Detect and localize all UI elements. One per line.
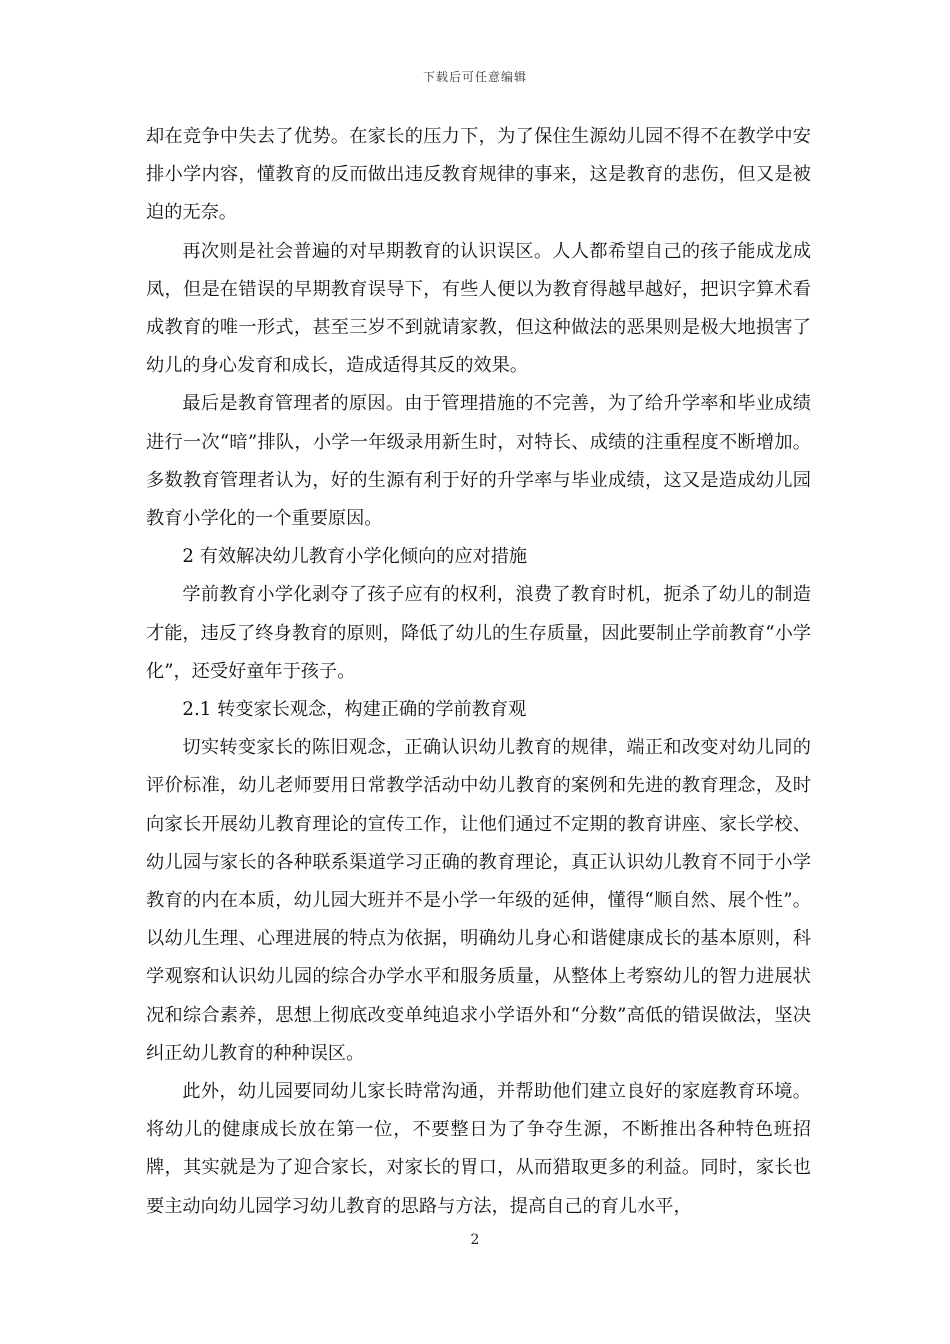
page-number: 2 xyxy=(470,1232,480,1248)
section-heading: 2 有效解决幼儿教育小学化倾向的应对措施 xyxy=(182,546,528,568)
paragraph: 此外，幼儿园要同幼儿家长時常沟通，并帮助他们建立良好的家庭教育环境。将幼儿的健康成长放在第一位，不要整日为了争夺生源，不断推出各种特色班招牌，其实就是为了迎合家长，对家长的胃口，从而猎取更多的利益。同时，家长也要主动向幼儿园学习幼儿教育的思路与方法，提高自己的育儿水平， xyxy=(146,1081,811,1217)
page-header: 下载后可任意编辑 xyxy=(422,70,527,84)
paragraph: 切实转变家长的陈旧观念，正确认识幼儿教育的规律，端正和改变对幼儿同的评价标准，幼儿老师要用日常教学活动中幼儿教育的案例和先进的教育理念，及时向家长开展幼儿教育理论的宣传工作，让他们通过不定期的教育讲座、家长学校、幼儿园与家长的各种联系渠道学习正确的教育理论，真正认识幼儿教育不同于小学教育的内在本质，幼儿园大班并不是小学一年级的延伸，懂得“顺自然、展个性”。以幼儿生理、心理进展的特点为依据，明确幼儿身心和谐健康成长的基本原则，科学观察和认识幼儿园的综合办学水平和服务质量，从整体上考察幼儿的智力进展状况和综合素养，思想上彻底改变单纯追求小学语外和“分数”高低的错误做法，坚决纠正幼儿教育的种种误区。 xyxy=(146,737,811,1064)
subsection-heading: 2.1 转变家长观念，构建正确的学前教育观 xyxy=(182,699,527,721)
paragraph: 再次则是社会普遍的对早期教育的认识误区。人人都希望自己的孩子能成龙成凤，但是在错误的早期教育误导下，有些人便以为教育得越早越好，把识字算术看成教育的唯一形式，甚至三岁不到就请家教，但这种做法的恶果则是极大地损害了幼儿的身心发育和成长，造成适得其反的效果。 xyxy=(146,240,811,377)
paragraph-continued: 却在竞争中失去了优势。在家长的压力下，为了保住生源幼儿园不得不在教学中安排小学内容，懂教育的反而做出违反教育规律的事来，这是教育的悲伤，但又是被迫的无奈。 xyxy=(146,126,811,224)
paragraph: 学前教育小学化剥夺了孩子应有的权利，浪费了教育时机，扼杀了幼儿的制造才能，违反了终身教育的原则，降低了幼儿的生存质量，因此要制止学前教育“小学化”，还受好童年于孩子。 xyxy=(146,584,811,682)
document-body xyxy=(146,118,811,1226)
paragraph: 最后是教育管理者的原因。由于管理措施的不完善，为了给升学率和毕业成绩进行一次“暗”排队，小学一年级录用新生时，对特长、成绩的注重程度不断增加。多数教育管理者认为，好的生源有利于好的升学率与毕业成绩，这又是造成幼儿园教育小学化的一个重要原因。 xyxy=(146,393,811,530)
